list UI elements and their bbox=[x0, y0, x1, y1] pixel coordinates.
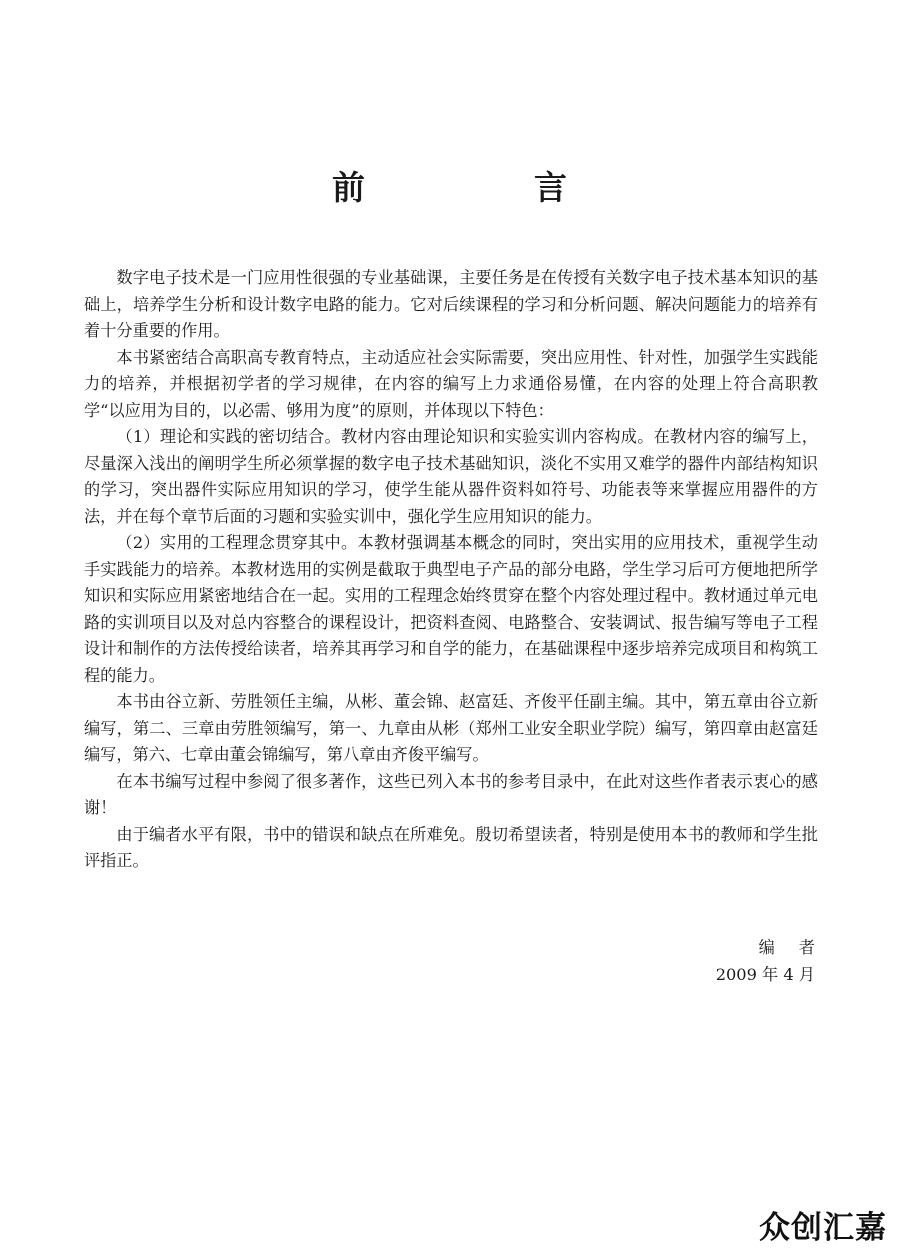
preface-body bbox=[84, 265, 818, 875]
signature-editor: 编者 bbox=[758, 938, 839, 957]
paragraph-3: （1）理论和实践的密切结合。教材内容由理论知识和实验实训内容构成。在教材内容的编写上，尽量深入浅出的阐明学生所必须掌握的数字电子技术基础知识，淡化不实用又难学的器件内部结构知识的学习，突出器件实际应用知识的学习，使学生能从器件资料如符号、功能表等来掌握应用器件的方法，并在每个章节后面的习题和实验实训中，强化学生应用知识的能力。 bbox=[84, 427, 818, 526]
signature-date: 2009 年 4 月 bbox=[715, 965, 815, 984]
paragraph-7: 由于编者水平有限，书中的错误和缺点在所难免。殷切希望读者，特别是使用本书的教师和学生批评指正。 bbox=[84, 824, 818, 870]
watermark-logo: 众创汇嘉 bbox=[759, 1210, 887, 1246]
paragraph-6: 在本书编写过程中参阅了很多著作，这些已列入本书的参考目录中，在此对这些作者表示衷心的感谢！ bbox=[84, 771, 818, 817]
paragraph-4: （2）实用的工程理念贯穿其中。本教材强调基本概念的同时，突出实用的应用技术，重视学生动手实践能力的培养。本教材选用的实例是截取于典型电子产品的部分电路，学生学习后可方便地把所学知识和实际应用紧密地结合在一起。实用的工程理念始终贯穿在整个内容处理过程中。教材通过单元电路的实训项目以及对总内容整合的课程设计，把资料查阅、电路整合、安装调试、报告编写等电子工程设计和制作的方法传授给读者，培养其再学习和自学的能力，在基础课程中逐步培养完成项目和构筑工程的能力。 bbox=[84, 533, 818, 685]
paragraph-2: 本书紧密结合高职高专教育特点，主动适应社会实际需要，突出应用性、针对性，加强学生实践能力的培养，并根据初学者的学习规律，在内容的编写上力求通俗易懂，在内容的处理上符合高职教学“以应用为目的，以必需、够用为度”的原则，并体现以下特色： bbox=[84, 347, 818, 420]
paragraph-1: 数字电子技术是一门应用性很强的专业基础课，主要任务是在传授有关数字电子技术基本知识的基础上，培养学生分析和设计数字电路的能力。它对后续课程的学习和分析问题、解决问题能力的培养有着十分重要的作用。 bbox=[84, 268, 818, 340]
page-title: 前 言 bbox=[332, 168, 635, 207]
paragraph-5: 本书由谷立新、劳胜领任主编，从彬、董会锦、赵富廷、齐俊平任副主编。其中，第五章由谷立新编写，第二、三章由劳胜领编写，第一、九章由从彬（郑州工业安全职业学院）编写，第四章由赵富廷编写，第六、七章由董会锦编写，第八章由齐俊平编写。 bbox=[84, 692, 818, 764]
